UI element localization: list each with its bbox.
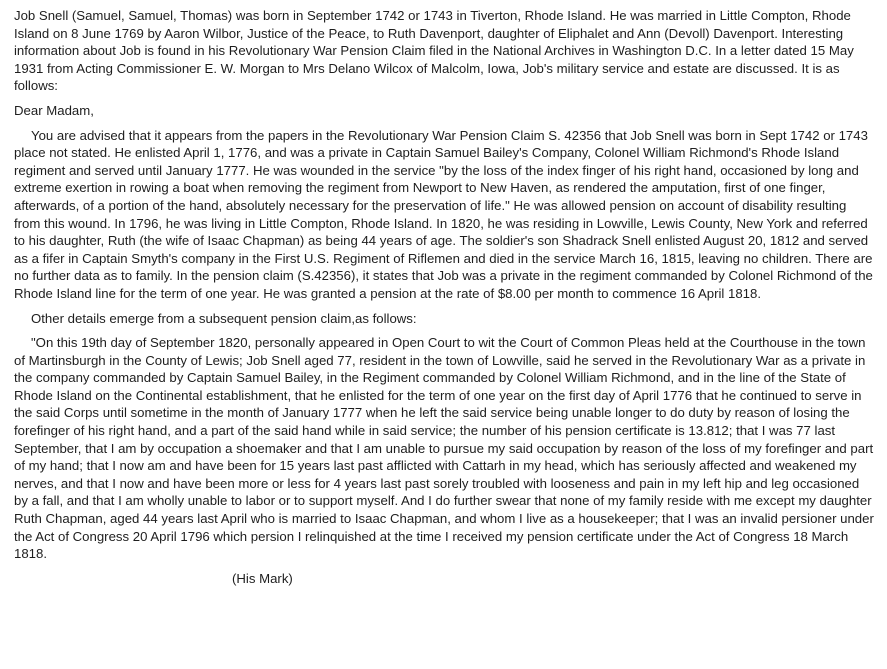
salutation: Dear Madam, <box>14 102 94 118</box>
signature-mark: (His Mark) <box>232 570 293 586</box>
other-details-paragraph: Other details emerge from a subsequent pension claim,as follows: <box>31 310 417 326</box>
intro-paragraph: Job Snell (Samuel, Samuel, Thomas) was born in September 1742 or 1743 in Tiverton, Rhode Island. He was married in Little Compton, Rhode Island on 8 June 1769 by Aaron Wilbor, Justice of the Peace, to Ruth Davenport, daughter of Eliphalet and Ann (Devoll) Davenport. Interesting information about Job is found in his Revolutionary War Pension Claim filed in the National Archives in Washington D.C. In a letter dated 15 May 1931 from Acting Commissioner E. W. Morgan to Mrs Delano Wilcox of Malcolm, Iowa, Job's military service and estate are discussed. It is as follows: <box>14 8 854 94</box>
letter-body-paragraph: You are advised that it appears from the papers in the Revolutionary War Pension Claim S. 42356 that Job Snell was born in Sept 1742 or 1743 place not stated. He enlisted April 1, 1776, and was a private in Captain Samuel Bailey's Company, Colonel William Richmond's Rhode Island regiment and served until January 1777. He was wounded in the service "by the loss of the index finger of his right hand, occasioned by long and extreme exertion in rowing a boat when removing the regiment from Newport to New Haven, as rendered the amputation, first of one finger, afterwards, of a portion of the hand, absolutely necessary for the preservation of life." He was allowed pension on account of disability resulting from this wound. In 1796, he was living in Little Compton, Rhode Island. In 1820, he was residing in Lowville, Lewis County, New York and referred to his daughter, Ruth (the wife of Isaac Chapman) as being 44 years of age. The soldier's son Shadrack Snell enlisted August 20, 1812 and served as a fifer in Captain Smyth's company in the First U.S. Regiment of Riflemen and died in the service March 16, 1815, leaving no children. There are no further data as to family. In the pension claim (S.42356), it states that Job was a private in the regiment commanded by Colonel Richmond of the Rhode Island line for the term of one year. He was granted a pension at the rate of $8.00 per month to commence 16 April 1818. <box>14 127 873 301</box>
pension-claim-quote: "On this 19th day of September 1820, personally appeared in Open Court to wit the Court of Common Pleas held at the Courthouse in the town of Martinsburgh in the County of Lewis; Job Snell aged 77, resident in the town of Lowville, said he served in the Revolutionary War as a private in the company commanded by Captain Samuel Bailey, in the Regiment commanded by Colonel William Richmond, and in the line of the State of Rhode Island on the Continental establishment, that he enlisted for the term of one year on the first day of April 1776 that he continued to serve in the said Corps until sometime in the month of January 1777 when he left the said service being unable longer to do duty by reason of losing the forefinger of his right hand, and a part of the said hand while in said service; the number of his pension certificate is 13.812; that I was 77 last September, that I am by occupation a shoemaker and that I am unable to pursue my said occupation by reason of the loss of my forefinger and part of my hand; that I now am and have been for 15 years last past afflicted with Cattarh in my head, which has seriously affected and weakened my nerves, and that I now and have been more or less for 4 years last past sorely troubled with looseness and pain in my left hip and leg occasioned by a fall, and that I am wholly unable to labor or to support myself. And I do further swear that none of my family reside with me except my daughter Ruth Chapman, aged 44 years last April who is married to Isaac Chapman, and whom I live as a housekeeper; that I was an invalid persioner under the Act of Congress 20 April 1796 which persion I relinquished at the time I received my pension certificate under the Act of Congress 18 March 1818. <box>14 335 874 562</box>
